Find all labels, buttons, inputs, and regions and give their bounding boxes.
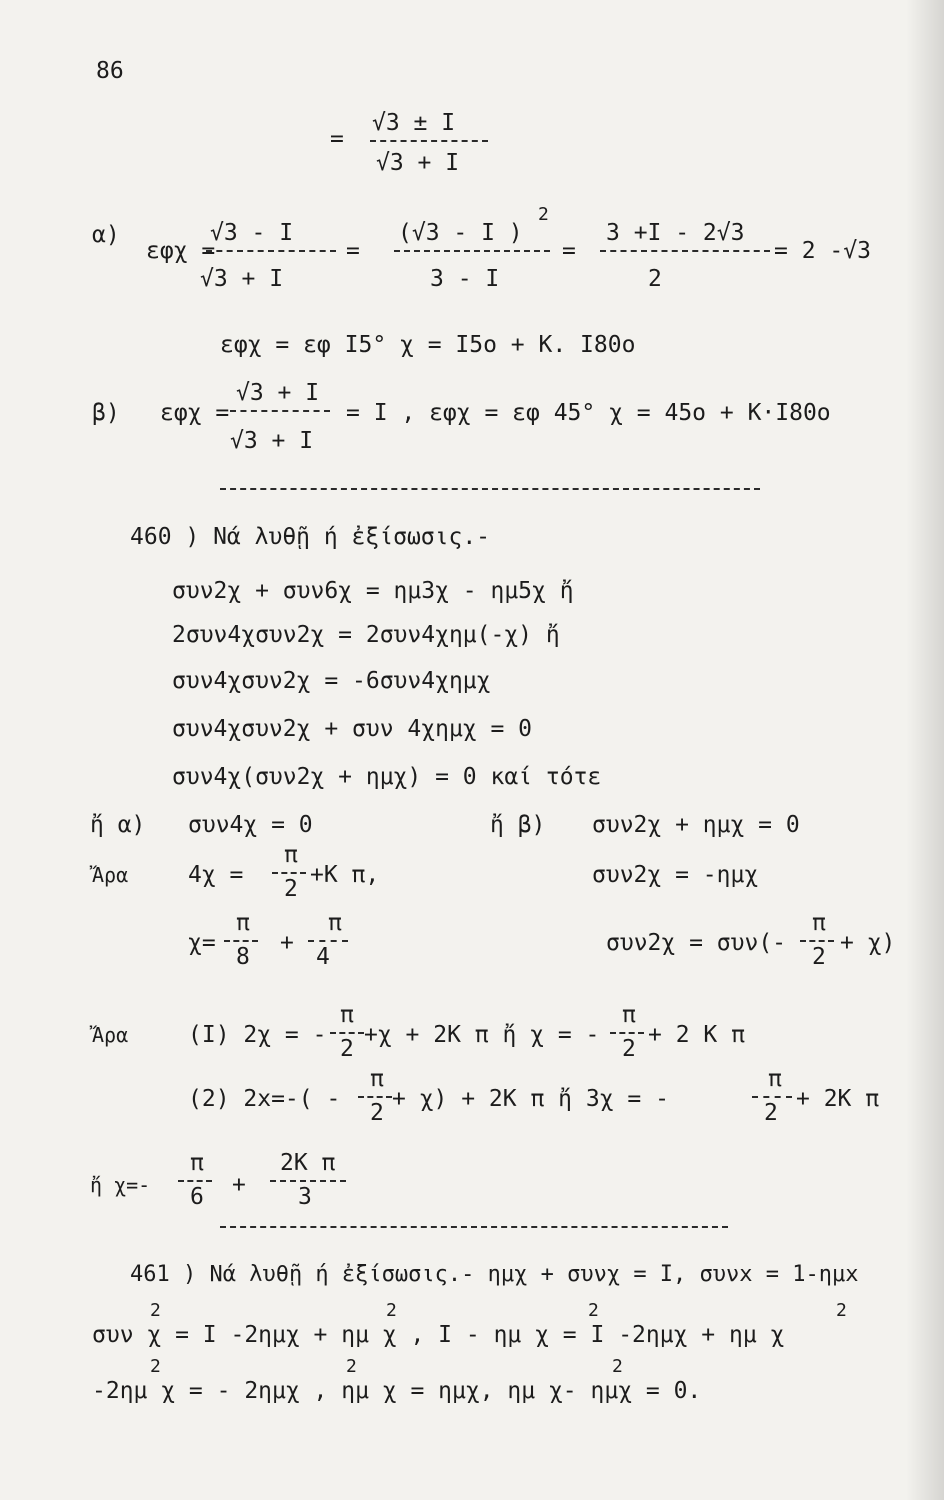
p460-a2-n1: π — [236, 910, 250, 936]
separator-2 — [220, 1226, 728, 1228]
part-b-num: √3 + I — [236, 380, 320, 406]
p460-c1-num2: π — [622, 1002, 636, 1028]
p461-exp-d: 2 — [836, 1300, 847, 1321]
p460-c2-den2: 2 — [764, 1100, 778, 1126]
p460-case-b-label: ἤ β) — [490, 812, 546, 838]
p460-a1-bar — [272, 872, 306, 874]
part-b-rest: = I , εφχ = εφ 45° χ = 45o + Κ·I80o — [346, 400, 831, 426]
part-a-f3-bar — [600, 250, 770, 252]
part-a-line2: εφχ = εφ I5° χ = I5o + Κ. I80o — [220, 332, 636, 358]
p460-case-a-eq: συν4χ = 0 — [188, 812, 313, 838]
p460-c3-num: π — [190, 1150, 204, 1176]
p460-a1-pre: 4χ = — [188, 862, 244, 888]
part-a-f2-den: 3 - I — [430, 266, 500, 292]
p460-c1-bar — [330, 1032, 364, 1034]
p460-a2-bar1 — [224, 940, 258, 942]
p460-case-b-eq: συν2χ + ημχ = 0 — [592, 812, 800, 838]
p460-line-2: 2συν4χσυν2χ = 2συν4χημ(-χ) ἤ — [172, 622, 560, 648]
p461-line-3: -2ημ χ = - 2ημχ , ημ χ = ημχ, ημ χ- ημχ = 0. — [92, 1378, 702, 1404]
p460-c1-num: π — [340, 1002, 354, 1028]
p460-a2-d1: 8 — [236, 944, 250, 970]
p461-exp-a: 2 — [150, 1300, 161, 1321]
p460-c1-pre: (I) 2χ = - — [188, 1022, 327, 1048]
part-a-f3-num: 3 +I - 2√3 — [606, 220, 745, 246]
p460-c1-bar2 — [610, 1032, 644, 1034]
p460-a2-plus: + — [280, 930, 294, 956]
p460-b1: συν2χ = -ημχ — [592, 862, 759, 888]
p460-case-a-label: ἤ α) — [90, 812, 146, 838]
part-b-lhs: εφχ = — [160, 400, 230, 426]
part-a-lhs: εφχ = — [146, 238, 216, 264]
p460-line-5: συν4χ(συν2χ + ημχ) = 0 καί τότε — [172, 764, 602, 790]
part-b-den: √3 + I — [230, 428, 314, 454]
p460-a2-pre: χ= — [188, 930, 216, 956]
part-a-eq1: = — [346, 238, 360, 264]
part-a-f2-bar — [394, 250, 550, 252]
p461-exp-b: 2 — [386, 1300, 397, 1321]
p460-c2-den: 2 — [370, 1100, 384, 1126]
p461-exp-f: 2 — [346, 1356, 357, 1377]
p460-a2-bar2 — [308, 940, 348, 942]
page-edge-shadow — [906, 0, 944, 1500]
p460-b2-post: + χ) — [840, 930, 896, 956]
p460-a2-d2: 4 — [316, 944, 330, 970]
p461-exp-e: 2 — [150, 1356, 161, 1377]
part-a-f2-num: (√3 - I ) — [398, 220, 523, 246]
part-a-f2-exp: 2 — [538, 204, 549, 225]
p460-b2-den: 2 — [812, 944, 826, 970]
p460-c2-mid: + χ) + 2Κ π ἤ 3χ = - — [392, 1086, 669, 1112]
p460-a2-n2: π — [328, 910, 342, 936]
p460-c2-num2: π — [768, 1066, 782, 1092]
page-number: 86 — [96, 58, 124, 84]
p460-c1-post: + 2 Κ π — [648, 1022, 745, 1048]
p460-ara-1: Ἄρα — [92, 863, 129, 887]
p460-ara-2: Ἄρα — [92, 1023, 129, 1047]
part-a-f1-num: √3 - I — [210, 220, 294, 246]
p460-c2-bar — [358, 1096, 392, 1098]
p460-c3-bar2 — [270, 1180, 346, 1182]
top-denominator: √3 + I — [376, 150, 460, 176]
p460-c1-den2: 2 — [622, 1036, 636, 1062]
top-fraction-bar — [370, 140, 488, 142]
part-a-f3-den: 2 — [648, 266, 662, 292]
p461-line-2: συν χ = I -2ημχ + ημ χ , I - ημ χ = I -2ημχ + ημ χ — [92, 1322, 785, 1348]
p461-line-1: 461 ) Νά λυθῇ ή ἐξίσωσις.- ημχ + συνχ = I, συνx = 1-ημx — [130, 1262, 859, 1287]
p460-c3-bar — [178, 1180, 212, 1182]
p461-exp-g: 2 — [612, 1356, 623, 1377]
p460-c2-post: + 2Κ π — [796, 1086, 880, 1112]
part-b-bar — [230, 410, 330, 412]
p460-c3-pre: ἤ χ=- — [90, 1173, 151, 1197]
p460-c3-den2: 3 — [298, 1184, 312, 1210]
part-a-label: α) — [92, 222, 120, 248]
top-eq-sign: = — [330, 126, 344, 152]
p461-exp-c: 2 — [588, 1300, 599, 1321]
p460-c1-den: 2 — [340, 1036, 354, 1062]
p460-b2-num: π — [812, 910, 826, 936]
top-numerator: √3 ± I — [372, 110, 456, 136]
p460-c3-den: 6 — [190, 1184, 204, 1210]
p460-b2-bar — [800, 940, 834, 942]
p460-c2-bar2 — [752, 1096, 792, 1098]
part-a-result: = 2 -√3 — [774, 238, 871, 264]
p460-line-1: συν2χ + συν6χ = ημ3χ - ημ5χ ἤ — [172, 578, 574, 604]
part-a-eq2: = — [562, 238, 576, 264]
p460-a1-den: 2 — [284, 876, 298, 902]
p460-a1-post: +Κ π, — [310, 862, 380, 888]
p460-heading: 460 ) Νά λυθῇ ή ἐξίσωσις.- — [130, 524, 491, 550]
p460-c2-pre: (2) 2x=-( - — [188, 1086, 341, 1112]
p460-b2-pre: συν2χ = συν(- — [606, 930, 787, 956]
part-b-label: β) — [92, 400, 120, 426]
p460-line-4: συν4χσυν2χ + συν 4χημχ = 0 — [172, 716, 533, 742]
p460-c2-num: π — [370, 1066, 384, 1092]
p460-c3-plus: + — [232, 1172, 246, 1198]
part-a-f1-bar — [206, 250, 336, 252]
part-a-f1-den: √3 + I — [200, 266, 284, 292]
p460-line-3: συν4χσυν2χ = -6συν4χημχ — [172, 668, 491, 694]
separator-1 — [220, 488, 760, 490]
p460-c1-mid: +χ + 2Κ π ἤ χ = - — [364, 1022, 600, 1048]
p460-a1-num: π — [284, 842, 298, 868]
p460-c3-num2: 2Κ π — [280, 1150, 336, 1176]
